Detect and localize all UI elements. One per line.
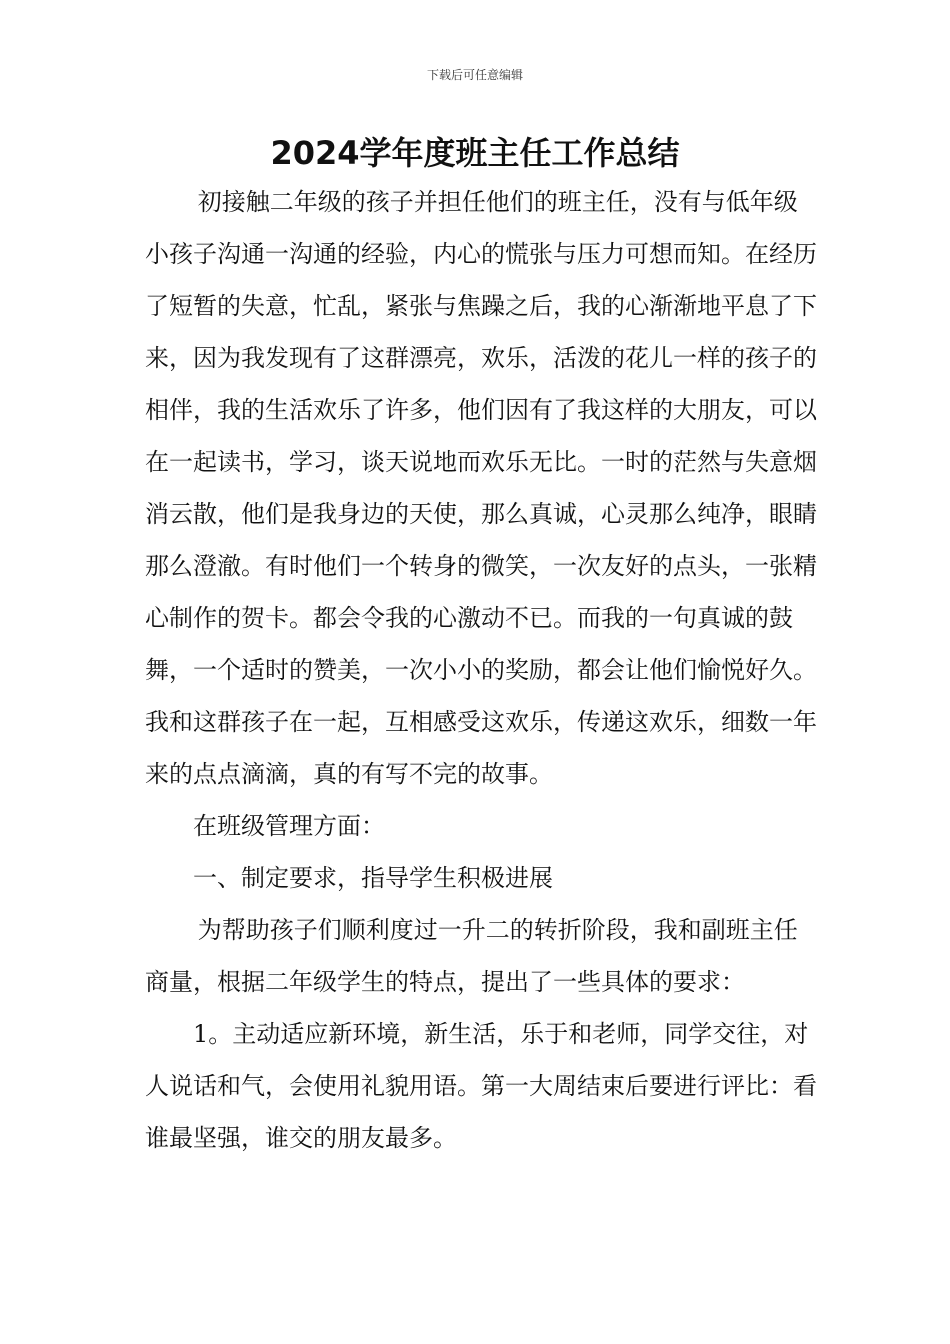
paragraph-requirements: 为帮助孩子们顺利度过一升二的转折阶段，我和副班主任商量，根据二年级学生的特点，提出了一些具体的要求： xyxy=(145,916,798,996)
paragraph-item-1: 1。主动适应新环境，新生活，乐于和老师，同学交往，对人说话和气，会使用礼貌用语。第一大周结束后要进行评比：看谁最坚强，谁交的朋友最多。 xyxy=(145,1020,817,1152)
document-title: 2024学年度班主任工作总结 xyxy=(270,134,680,172)
paragraph-class-management: 在班级管理方面： xyxy=(193,812,385,840)
document-body xyxy=(145,176,817,1164)
section-heading-1: 一、制定要求，指导学生积极进展 xyxy=(193,864,553,892)
paragraph-intro: 初接触二年级的孩子并担任他们的班主任，没有与低年级小孩子沟通一沟通的经验，内心的慌张与压力可想而知。在经历了短暂的失意，忙乱，紧张与焦躁之后，我的心渐渐地平息了下来，因为我发现有了这群漂亮，欢乐，活泼的花儿一样的孩子的相伴，我的生活欢乐了许多，他们因有了我这样的大朋友，可以在一起读书，学习，谈天说地而欢乐无比。一时的茫然与失意烟消云散，他们是我身边的天使，那么真诚，心灵那么纯净，眼睛那么澄澈。有时他们一个转身的微笑，一次友好的点头，一张精心制作的贺卡。都会令我的心激动不已。而我的一句真诚的鼓舞，一个适时的赞美，一次小小的奖励，都会让他们愉悦好久。我和这群孩子在一起，互相感受这欢乐，传递这欢乐，细数一年来的点点滴滴，真的有写不完的故事。 xyxy=(145,188,817,788)
header-note: 下载后可任意编辑 xyxy=(426,68,523,82)
